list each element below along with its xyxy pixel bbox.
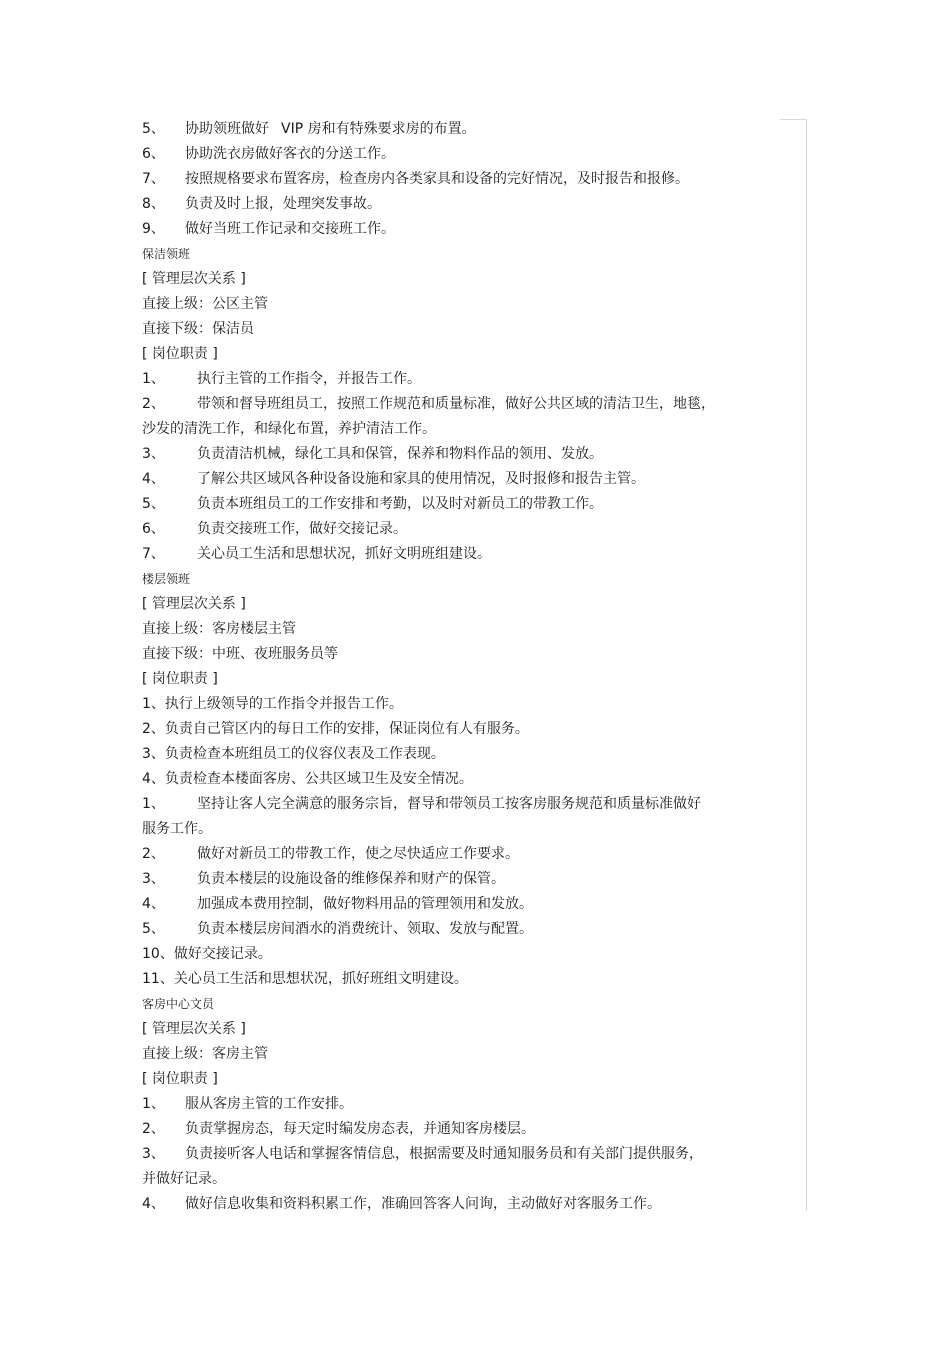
list-item — [142, 892, 782, 917]
line-text: 带领和督导班组员工，按照工作规范和质量标准，做好公共区域的清洁卫生，地毯， — [197, 396, 715, 412]
line-text: 做好信息收集和资料积累工作，准确回答客人问询，主动做好对客服务工作。 — [185, 1196, 661, 1212]
line-text: 负责交接班工作，做好交接记录。 — [197, 521, 407, 537]
text-line — [142, 642, 782, 667]
text-line — [142, 1167, 782, 1192]
list-item-number: 2、 — [142, 1121, 165, 1137]
list-item — [142, 792, 782, 817]
list-item-number: 2、 — [142, 846, 165, 862]
line-text: [ 管理层次关系 ] — [142, 596, 246, 612]
section-title — [142, 567, 782, 592]
list-item-number: 7、 — [142, 171, 165, 187]
page-frame-right — [806, 119, 807, 1211]
list-item-number: 6、 — [142, 521, 165, 537]
text-line — [142, 817, 782, 842]
line-text: 负责本楼层的设施设备的维修保养和财产的保管。 — [197, 871, 505, 887]
section-title — [142, 242, 782, 267]
list-item-number: 7、 — [142, 546, 165, 562]
list-item — [142, 1092, 782, 1117]
line-text: 2、负责自己管区内的每日工作的安排，保证岗位有人有服务。 — [142, 721, 529, 737]
text-line — [142, 967, 782, 992]
line-text: 协助洗衣房做好客衣的分送工作。 — [185, 146, 395, 162]
list-item — [142, 517, 782, 542]
list-item-number: 1、 — [142, 371, 165, 387]
list-item-number: 4、 — [142, 471, 165, 487]
list-item — [142, 542, 782, 567]
list-item — [142, 1142, 782, 1167]
list-item — [142, 217, 782, 242]
list-item — [142, 1192, 782, 1217]
line-text: 3、负责检查本班组员工的仪容仪表及工作表现。 — [142, 746, 445, 762]
line-text: [ 管理层次关系 ] — [142, 271, 246, 287]
line-text: 负责接听客人电话和掌握客情信息，根据需要及时通知服务员和有关部门提供服务， — [185, 1146, 703, 1162]
line-text: 做好当班工作记录和交接班工作。 — [185, 221, 395, 237]
list-item-number: 4、 — [142, 1196, 165, 1212]
section-title — [142, 992, 782, 1017]
line-text: 做好对新员工的带教工作，使之尽快适应工作要求。 — [197, 846, 519, 862]
line-text: 直接下级：保洁员 — [142, 321, 254, 337]
text-line — [142, 292, 782, 317]
text-line — [142, 1067, 782, 1092]
list-item-number: 4、 — [142, 896, 165, 912]
text-line — [142, 342, 782, 367]
line-text: 负责本楼层房间酒水的消费统计、领取、发放与配置。 — [197, 921, 533, 937]
line-text: 负责及时上报，处理突发事故。 — [185, 196, 381, 212]
list-item — [142, 392, 782, 417]
list-item-number: 3、 — [142, 446, 165, 462]
line-text: 协助领班做好 — [185, 121, 269, 137]
line-text: 服从客房主管的工作安排。 — [185, 1096, 353, 1112]
list-item-number: 6、 — [142, 146, 165, 162]
text-line — [142, 1042, 782, 1067]
list-item-number: 5、 — [142, 921, 165, 937]
list-item — [142, 192, 782, 217]
line-text: 关心员工生活和思想状况，抓好文明班组建设。 — [197, 546, 491, 562]
text-line — [142, 667, 782, 692]
line-text: 负责清洁机械，绿化工具和保管，保养和物料作品的领用、发放。 — [197, 446, 603, 462]
list-item-number: 3、 — [142, 871, 165, 887]
list-item — [142, 367, 782, 392]
line-text: 服务工作。 — [142, 821, 212, 837]
list-item — [142, 142, 782, 167]
list-item — [142, 117, 782, 142]
line-text: [ 管理层次关系 ] — [142, 1021, 246, 1037]
section-title-text: 客房中心文员 — [142, 997, 215, 1011]
line-text: 执行主管的工作指令，并报告工作。 — [197, 371, 421, 387]
list-item — [142, 842, 782, 867]
line-text: 负责本班组员工的工作安排和考勤，以及时对新员工的带教工作。 — [197, 496, 603, 512]
text-line — [142, 592, 782, 617]
line-text-continued: VIP 房和有特殊要求房的布置。 — [281, 121, 476, 137]
text-line — [142, 942, 782, 967]
line-text: 加强成本费用控制，做好物料用品的管理领用和发放。 — [197, 896, 533, 912]
line-text: [ 岗位职责 ] — [142, 671, 218, 687]
text-line — [142, 742, 782, 767]
text-line — [142, 417, 782, 442]
line-text: 4、负责检查本楼面客房、公共区域卫生及安全情况。 — [142, 771, 473, 787]
list-item — [142, 867, 782, 892]
line-text: 了解公共区域风各种设备设施和家具的使用情况，及时报修和报告主管。 — [197, 471, 645, 487]
list-item-number: 1、 — [142, 796, 165, 812]
line-text: [ 岗位职责 ] — [142, 1071, 218, 1087]
line-text: 11、关心员工生活和思想状况，抓好班组文明建设。 — [142, 971, 468, 987]
text-line — [142, 692, 782, 717]
text-line — [142, 617, 782, 642]
list-item-number: 9、 — [142, 221, 165, 237]
section-title-text: 楼层领班 — [142, 572, 191, 586]
line-text: 1、执行上级领导的工作指令并报告工作。 — [142, 696, 403, 712]
line-text: [ 岗位职责 ] — [142, 346, 218, 362]
line-text: 负责掌握房态，每天定时编发房态表，并通知客房楼层。 — [185, 1121, 535, 1137]
list-item-number: 5、 — [142, 121, 165, 137]
list-item — [142, 467, 782, 492]
list-item — [142, 492, 782, 517]
list-item-number: 8、 — [142, 196, 165, 212]
text-line — [142, 717, 782, 742]
text-line — [142, 1017, 782, 1042]
line-text: 10、做好交接记录。 — [142, 946, 272, 962]
text-line — [142, 267, 782, 292]
list-item-number: 2、 — [142, 396, 165, 412]
list-item — [142, 1117, 782, 1142]
list-item — [142, 167, 782, 192]
line-text: 并做好记录。 — [142, 1171, 226, 1187]
line-text: 沙发的清洗工作，和绿化布置，养护清洁工作。 — [142, 421, 436, 437]
text-line — [142, 767, 782, 792]
section-title-text: 保洁领班 — [142, 247, 191, 261]
document-body — [142, 117, 782, 1217]
list-item — [142, 442, 782, 467]
text-line — [142, 317, 782, 342]
page-frame-top — [780, 119, 807, 120]
line-text: 直接上级：客房主管 — [142, 1046, 268, 1062]
list-item-number: 1、 — [142, 1096, 165, 1112]
line-text: 坚持让客人完全满意的服务宗旨，督导和带领员工按客房服务规范和质量标准做好 — [197, 796, 701, 812]
list-item-number: 3、 — [142, 1146, 165, 1162]
line-text: 直接下级：中班、夜班服务员等 — [142, 646, 338, 662]
line-text: 按照规格要求布置客房，检查房内各类家具和设备的完好情况，及时报告和报修。 — [185, 171, 689, 187]
line-text: 直接上级：客房楼层主管 — [142, 621, 296, 637]
line-text: 直接上级：公区主管 — [142, 296, 268, 312]
list-item — [142, 917, 782, 942]
list-item-number: 5、 — [142, 496, 165, 512]
